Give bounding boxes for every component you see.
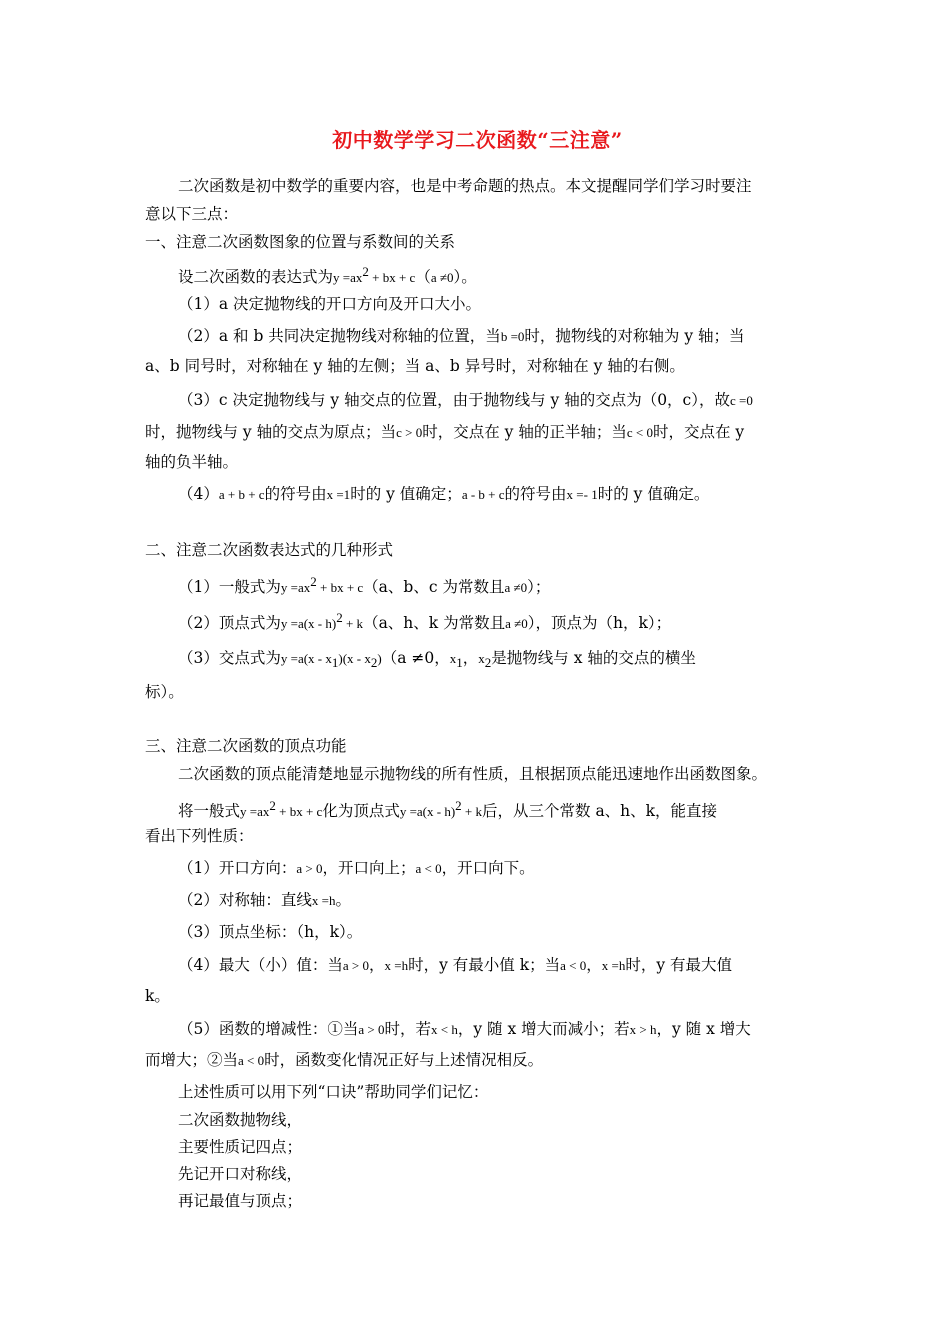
s3-q5-label: （5）函数的增减性：①当 <box>178 1020 359 1038</box>
s3-p2-text-c: 后，从三个常数 a、h、k，能直接 <box>482 802 718 821</box>
s2-form-3-line-1 <box>178 648 696 673</box>
s3-property-5-line-1 <box>178 1019 751 1040</box>
s3-p2-formula-a-tail: + bx + c <box>275 804 323 820</box>
s2-form-1 <box>178 572 550 598</box>
s2-f2-formula-tail: + k <box>342 616 364 632</box>
s1-point-2-line-1 <box>178 326 745 347</box>
s2-f1-cond: a ≠0 <box>504 580 528 596</box>
s1-p2-formula: b =0 <box>500 329 525 344</box>
s1-expr-paren: （ <box>415 268 431 287</box>
s3-q4-formula-c: a < 0 <box>560 958 587 973</box>
s1-p4-text-d: 时的 y 值确定。 <box>597 485 710 503</box>
s3-q2-formula: x =h <box>311 893 336 908</box>
s2-f3-label: （3）交点式为 <box>178 649 281 667</box>
s3-q4-formula-d: x =h <box>601 958 626 973</box>
s3-p2-exp-b: 2 <box>455 798 462 813</box>
s1-point-3-line-3: 轴的负半轴。 <box>145 453 239 471</box>
s2-f3-x2-sub: 2 <box>484 655 492 671</box>
poem-line-4: 再记最值与顶点； <box>178 1192 303 1210</box>
s3-q5-formula-c: x > h <box>629 1022 657 1037</box>
s2-f3-x1: x <box>449 651 457 666</box>
s1-p3-formula-c: c < 0 <box>626 425 653 440</box>
s3-q1-formula-b: a < 0 <box>415 861 442 876</box>
s1-p4-num: （4） <box>178 485 219 503</box>
s3-p2-formula-b: y =a(x - h) <box>399 804 456 820</box>
s1-p3-formula-b: c > 0 <box>396 425 423 440</box>
s2-f3-sub-1: 1 <box>331 655 339 671</box>
s1-p4-formula-a: a + b + c <box>218 487 265 502</box>
s3-q1-text-a: ，开口向上； <box>322 859 416 877</box>
s1-p4-text-a: 的符号由 <box>264 485 327 503</box>
s3-property-1 <box>178 858 535 879</box>
s3-q4-label: （4）最大（小）值：当 <box>178 956 343 974</box>
section-2-heading: 二、注意二次函数表达式的几种形式 <box>145 541 394 559</box>
s3-q4-text-a: 时，y 有最小值 k；当 <box>408 956 561 974</box>
s3-mnemonic-intro: 上述性质可以用下列“口诀”帮助同学们记忆： <box>178 1083 489 1101</box>
s2-f1-formula-tail: + bx + c <box>316 580 364 596</box>
s3-q4-text-b: 时，y 有最大值 <box>625 956 733 974</box>
s1-point-1: （1）a 决定抛物线的开口方向及开口大小。 <box>178 295 482 313</box>
s2-f3-formula-b: )(x - x <box>338 651 371 666</box>
s1-p3-formula-a: c =0 <box>730 393 753 408</box>
s3-q1-formula-a: a > 0 <box>296 861 323 876</box>
poem-line-3: 先记开口对称线， <box>178 1165 303 1183</box>
s2-f1-formula: y =ax <box>280 580 311 596</box>
s3-q5-formula-d: a < 0 <box>238 1053 265 1068</box>
intro-line-1: 二次函数是初中数学的重要内容，也是中考命题的热点。本文提醒同学们学习时要注 <box>178 177 752 195</box>
s3-paragraph-2-line-2: 看出下列性质： <box>145 827 254 845</box>
s3-p2-text-b: 化为顶点式 <box>322 802 400 821</box>
s1-expr-close: ）。 <box>453 268 477 287</box>
s3-property-4-line-2: k。 <box>145 987 170 1005</box>
s3-q2-end: 。 <box>335 891 351 909</box>
s1-p3-text-a: （3）c 决定抛物线与 y 轴交点的位置，由于抛物线与 y 轴的交点为（0，c），故 <box>178 391 730 409</box>
s3-q4-comma-a: ， <box>368 956 385 974</box>
s3-q5-text-b: ，y 随 x 增大而减小；若 <box>457 1020 630 1038</box>
s2-f3-comma: ， <box>462 649 479 667</box>
s1-point-2-line-2: a、b 同号时，对称轴在 y 轴的左侧；当 a、b 异号时，对称轴在 y 轴的右侧。 <box>145 357 685 375</box>
s2-form-2 <box>178 608 671 634</box>
s2-f1-label: （1）一般式为 <box>178 578 281 597</box>
s1-expr-cond: a ≠0 <box>430 270 454 286</box>
section-1-heading: 一、注意二次函数图象的位置与系数间的关系 <box>145 233 456 251</box>
s2-f2-formula: y =a(x - h) <box>280 616 337 632</box>
s2-f1-close: ）； <box>527 578 551 597</box>
s2-f3-formula-c: ) <box>377 651 382 666</box>
s2-f1-exp: 2 <box>310 574 317 589</box>
s2-f1-text: （a、b、c 为常数且 <box>363 578 505 597</box>
s3-q5-text-c: ，y 随 x 增大 <box>656 1020 751 1038</box>
s1-expr-formula: y =ax <box>333 270 363 286</box>
s3-q4-formula-b: x =h <box>384 958 409 973</box>
s1-p4-text-b: 时的 y 值确定； <box>350 485 462 503</box>
s2-f3-x2: x <box>478 651 485 666</box>
s3-q1-label: （1）开口方向： <box>178 859 297 877</box>
s1-expr-formula-tail: + bx + c <box>368 270 416 286</box>
s2-f2-close: ），顶点为（h，k）； <box>527 614 672 633</box>
s1-expr-text: 设二次函数的表达式为 <box>178 268 334 287</box>
s1-point-3-line-2 <box>145 422 744 443</box>
s3-q4-formula-a: a > 0 <box>342 958 369 973</box>
s2-f2-exp: 2 <box>336 610 343 625</box>
s1-p4-text-c: 的符号由 <box>504 485 567 503</box>
s2-f2-cond: a ≠0 <box>505 616 528 632</box>
s1-p4-formula-d: x =- 1 <box>566 487 598 502</box>
s1-point-4 <box>178 484 709 505</box>
s1-p3-text-d: 时，交点在 y <box>652 423 745 441</box>
s3-q4-comma-b: ， <box>586 956 602 974</box>
poem-line-2: 主要性质记四点； <box>178 1138 303 1156</box>
s1-expr-exp: 2 <box>362 264 369 279</box>
s3-p2-text-a: 将一般式 <box>178 802 241 821</box>
s3-p2-exp-a: 2 <box>269 798 276 813</box>
s3-property-2 <box>178 890 351 911</box>
poem-line-1: 二次函数抛物线， <box>178 1111 303 1129</box>
s3-q2-label: （2）对称轴：直线 <box>178 891 312 909</box>
s3-property-3: （3）顶点坐标：（h，k）。 <box>178 923 363 941</box>
s2-f2-label: （2）顶点式为 <box>178 614 281 633</box>
s3-q5-text-e: 时，函数变化情况正好与上述情况相反。 <box>264 1051 544 1069</box>
section-3-heading: 三、注意二次函数的顶点功能 <box>145 737 347 755</box>
s3-property-4-line-1 <box>178 955 732 976</box>
document-title: 初中数学学习二次函数“三注意” <box>332 128 623 152</box>
s1-p2-text-b: 时，抛物线的对称轴为 y 轴；当 <box>524 327 745 345</box>
s2-f3-text: 是抛物线与 x 轴的交点的横坐 <box>491 649 696 667</box>
s1-expression-line <box>178 262 477 288</box>
s3-q5-formula-a: a > 0 <box>358 1022 385 1037</box>
s3-paragraph-2-line-1 <box>178 796 717 822</box>
s3-property-5-line-2 <box>145 1050 543 1071</box>
s1-point-3-line-1 <box>178 390 753 411</box>
s3-q1-text-b: ，开口向下。 <box>441 859 535 877</box>
s2-f3-sub-2: 2 <box>370 655 378 671</box>
s2-f3-formula-a: y =a(x - x <box>280 651 332 666</box>
s1-p4-formula-b: x =1 <box>326 487 351 502</box>
s2-f2-text: （a、h、k 为常数且 <box>363 614 506 633</box>
s2-f3-x1-sub: 1 <box>456 655 463 671</box>
intro-line-2: 意以下三点： <box>145 205 239 223</box>
s1-p4-formula-c: a - b + c <box>461 487 505 502</box>
s3-p2-formula-b-tail: + k <box>461 804 483 820</box>
s1-p2-text-a: （2）a 和 b 共同决定抛物线对称轴的位置，当 <box>178 327 501 345</box>
s3-q5-formula-b: x < h <box>431 1022 458 1037</box>
s3-p2-formula-a: y =ax <box>240 804 270 820</box>
s1-p3-text-b: 时，抛物线与 y 轴的交点为原点；当 <box>145 423 397 441</box>
s3-q5-text-a: 时，若 <box>384 1020 431 1038</box>
s3-paragraph-1: 二次函数的顶点能清楚地显示抛物线的所有性质，且根据顶点能迅速地作出函数图象。 <box>178 765 768 783</box>
s2-f3-cond: （a ≠0， <box>381 649 450 667</box>
s1-p3-text-c: 时，交点在 y 轴的正半轴；当 <box>422 423 627 441</box>
s3-q5-text-d: 而增大；②当 <box>145 1051 239 1069</box>
s2-form-3-line-2: 标）。 <box>145 683 184 701</box>
